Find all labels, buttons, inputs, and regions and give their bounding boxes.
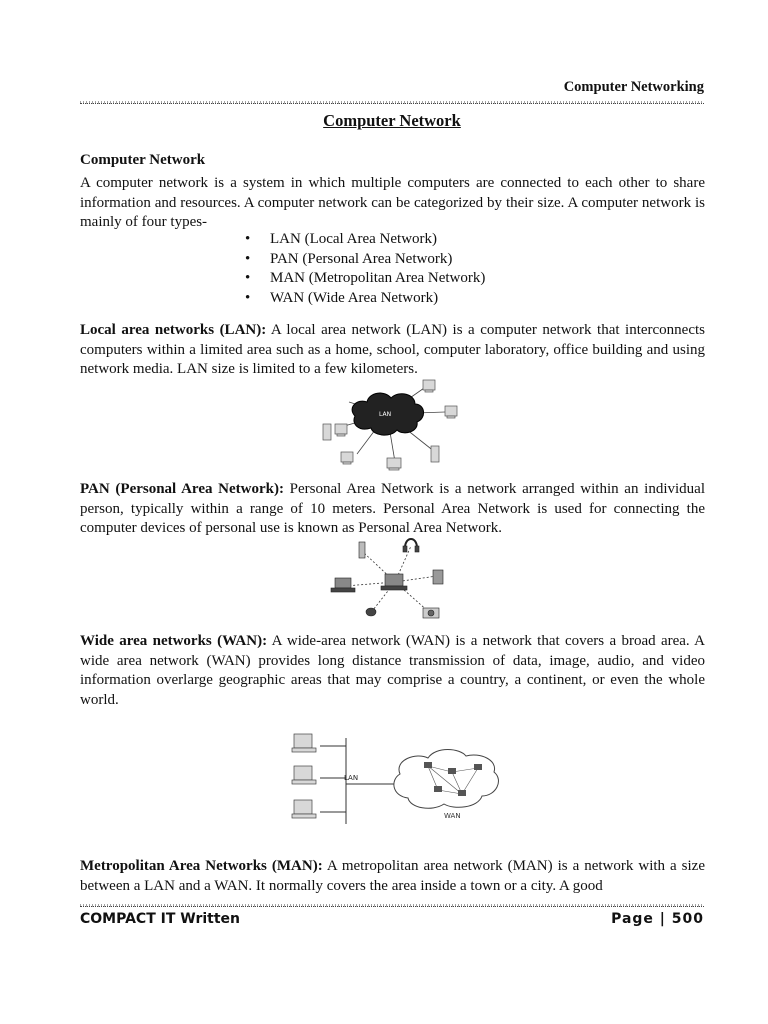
lan-cloud-label: LAN: [379, 411, 392, 418]
wan-paragraph: [80, 632, 705, 710]
page-title: Computer Network: [323, 111, 461, 130]
list-item: • WAN (Wide Area Network): [245, 289, 485, 309]
wan-diagram: [282, 724, 510, 838]
network-types-list: [245, 230, 485, 308]
list-item: • PAN (Personal Area Network): [245, 250, 485, 270]
list-item: • LAN (Local Area Network): [245, 230, 485, 250]
running-header-title: Computer Networking: [563, 79, 704, 95]
lan-diagram: [315, 378, 475, 474]
pan-term: PAN (Personal Area Network):: [80, 481, 284, 497]
section-heading: Computer Network: [80, 152, 206, 168]
header-rule: [80, 103, 704, 104]
pan-text: Personal Area Network is a network arranged within an individual person, typically within a range of 10 meters. Personal Area Network is used for connecting the computer devices of personal use is known as Personal Area Network.: [80, 481, 705, 537]
lan-paragraph: [80, 321, 705, 380]
bullet-icon: •: [245, 289, 251, 306]
bullet-icon: •: [245, 250, 251, 267]
list-item: • MAN (Metropolitan Area Network): [245, 269, 485, 289]
lan-term: Local area networks (LAN):: [80, 322, 267, 338]
wan-figure-wan-label: WAN: [444, 812, 461, 820]
man-text: A metropolitan area network (MAN) is a network with a size between a LAN and a WAN. It normally covers the area inside a town or a city. A good: [80, 858, 705, 894]
intro-paragraph: A computer network is a system in which multiple computers are connected to each other to share information and resources. A computer network can be categorized by their size. A computer network is mainly of four types-: [80, 175, 705, 231]
man-paragraph: [80, 857, 705, 896]
wan-cloud: [394, 750, 499, 809]
wan-text: A wide-area network (WAN) is a network that covers a broad area. A wide area network (WAN) provides long distance transmission of data, image, audio, and video information overlarge geographic areas that may comprise a country, a continent, or even the whole world.: [80, 633, 706, 708]
man-term: Metropolitan Area Networks (MAN):: [80, 858, 323, 874]
lan-text: A local area network (LAN) is a computer network that interconnects computers within a limited area such as a home, school, computer laboratory, office building and using network media. LAN size is limited to a few kilometers.: [80, 322, 705, 378]
wan-figure-lan-label: LAN: [344, 774, 359, 782]
page-number: Page | 500: [611, 911, 704, 927]
bullet-icon: •: [245, 270, 251, 286]
footer-rule: [80, 906, 704, 907]
footer-book-title: COMPACT IT Written: [80, 911, 240, 927]
pan-diagram: [325, 532, 465, 624]
wan-term: Wide area networks (WAN):: [80, 633, 268, 649]
pan-paragraph: [80, 480, 705, 539]
bullet-icon: •: [245, 231, 251, 247]
